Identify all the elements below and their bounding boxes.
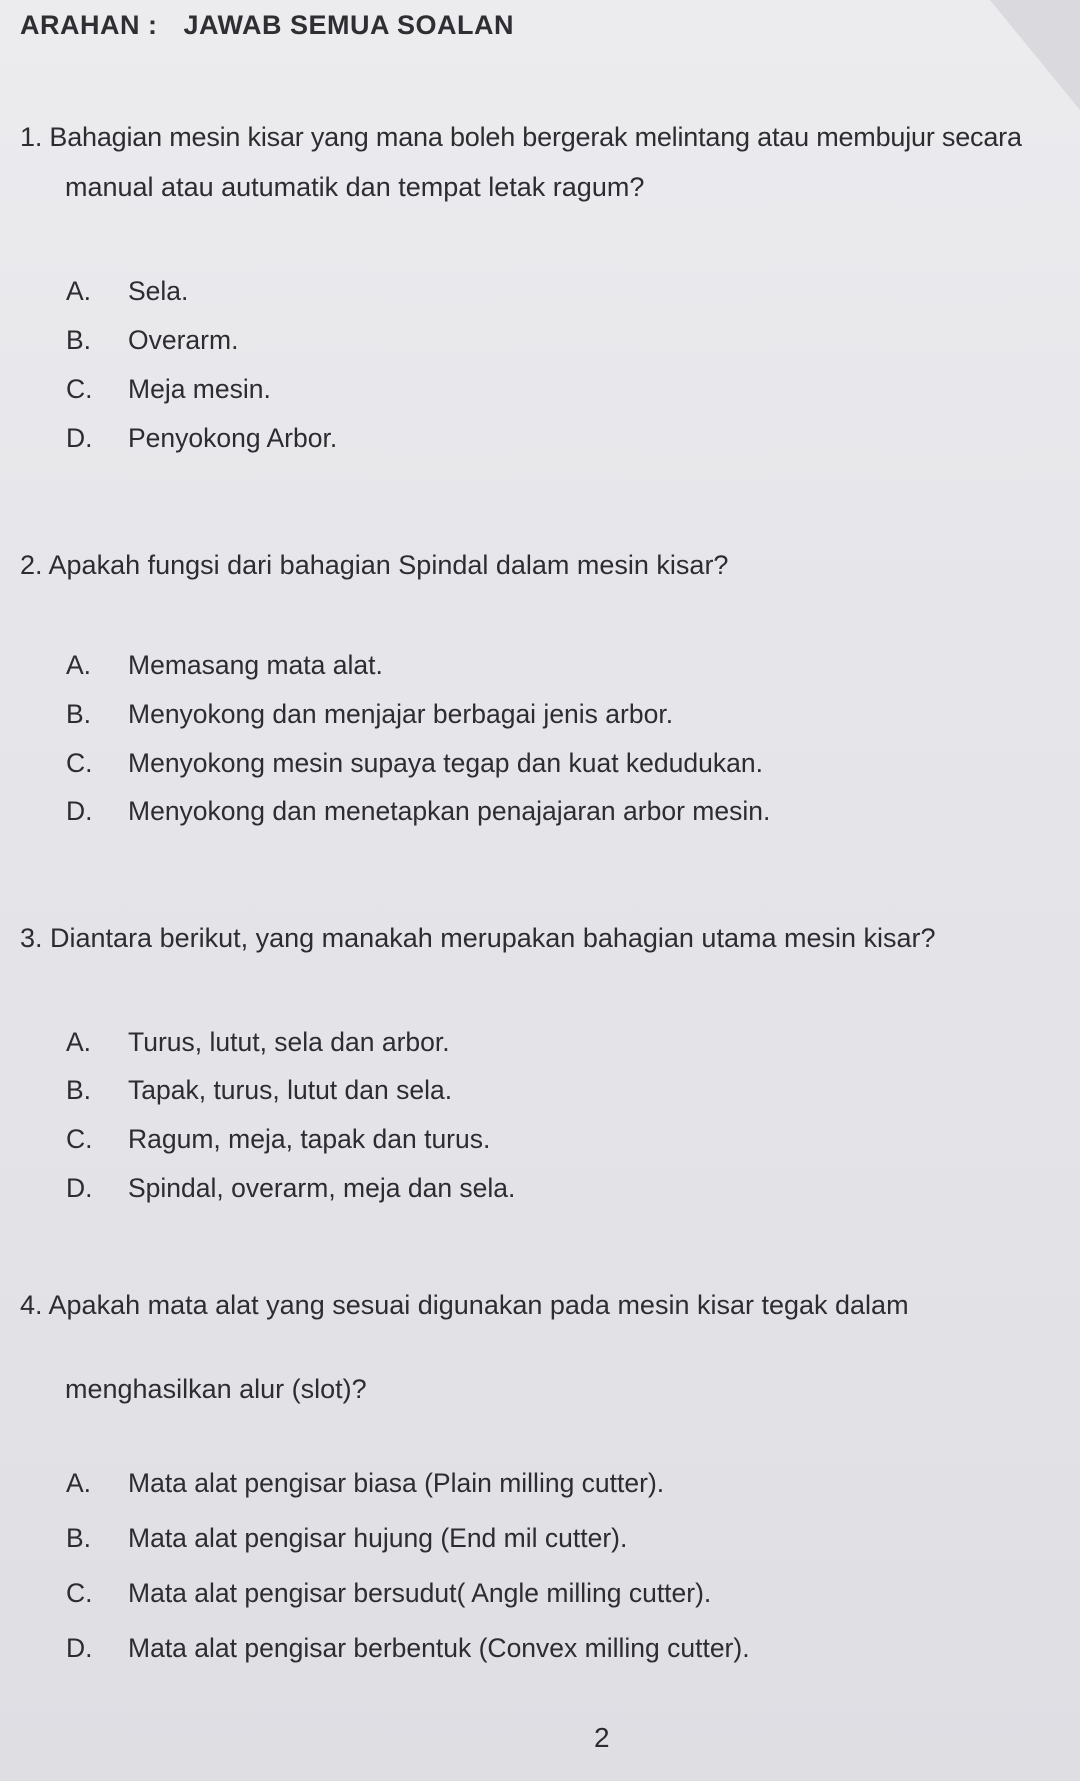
question-3-text: 3. Diantara berikut, yang manakah merupakan bahagian utama mesin kisar? [20, 923, 936, 953]
option-letter: D. [66, 1633, 93, 1663]
option-text: Memasang mata alat. [128, 650, 383, 680]
page-fold [990, 0, 1080, 110]
option-text: Spindal, overarm, meja dan sela. [128, 1173, 516, 1203]
option-letter: A. [66, 1468, 92, 1498]
option-letter: B. [66, 1523, 92, 1553]
question-4-text-line2: menghasilkan alur (slot)? [65, 1374, 367, 1404]
option-text: Meja mesin. [128, 374, 271, 404]
question-4-option-a[interactable] [66, 1468, 664, 1499]
option-text: Ragum, meja, tapak dan turus. [128, 1124, 491, 1154]
question-2-option-a[interactable] [66, 650, 383, 681]
question-4-option-c[interactable] [66, 1578, 711, 1609]
option-text: Menyokong dan menjajar berbagai jenis arbor. [128, 699, 674, 729]
option-letter: C. [66, 1578, 93, 1608]
option-text: Tapak, turus, lutut dan sela. [128, 1075, 453, 1105]
question-1-text-line2: manual atau autumatik dan tempat letak ragum? [65, 172, 645, 202]
directive-heading [20, 10, 514, 41]
option-letter: A. [66, 1027, 92, 1057]
option-text: Sela. [128, 276, 189, 306]
question-3-option-c[interactable] [66, 1124, 490, 1155]
question-3-option-a[interactable] [66, 1027, 450, 1058]
option-text: Menyokong mesin supaya tegap dan kuat kedudukan. [128, 748, 763, 778]
question-4-text-line1: 4. Apakah mata alat yang sesuai digunakan pada mesin kisar tegak dalam [20, 1290, 909, 1320]
option-letter: A. [66, 276, 92, 306]
option-letter: A. [66, 650, 92, 680]
option-letter: B. [66, 325, 92, 355]
option-letter: B. [66, 699, 92, 729]
directive-label: ARAHAN : [20, 10, 158, 40]
question-1-option-c[interactable] [66, 374, 271, 405]
option-letter: D. [66, 423, 93, 453]
option-letter: C. [66, 374, 93, 404]
question-3-option-b[interactable] [66, 1075, 452, 1106]
question-1-text-line1: 1. Bahagian mesin kisar yang mana boleh bergerak melintang atau membujur secara [20, 122, 1022, 152]
option-text: Mata alat pengisar biasa (Plain milling cutter). [128, 1468, 665, 1498]
question-1-option-b[interactable] [66, 325, 238, 356]
option-letter: D. [66, 1173, 93, 1203]
option-letter: D. [66, 796, 93, 826]
option-text: Menyokong dan menetapkan penajajaran arbor mesin. [128, 796, 771, 826]
directive-text: JAWAB SEMUA SOALAN [183, 10, 515, 40]
question-4-option-b[interactable] [66, 1523, 627, 1554]
option-text: Overarm. [128, 325, 239, 355]
question-2-text: 2. Apakah fungsi dari bahagian Spindal dalam mesin kisar? [20, 550, 729, 580]
option-letter: C. [66, 1124, 93, 1154]
option-letter: C. [66, 748, 93, 778]
question-4-option-d[interactable] [66, 1633, 750, 1664]
question-1-option-a[interactable] [66, 276, 188, 307]
question-2-option-c[interactable] [66, 748, 763, 779]
page-number: 2 [594, 1722, 610, 1753]
option-text: Mata alat pengisar berbentuk (Convex milling cutter). [128, 1633, 750, 1663]
option-text: Mata alat pengisar bersudut( Angle milling cutter). [128, 1578, 712, 1608]
question-1-option-d[interactable] [66, 423, 337, 454]
question-2-option-d[interactable] [66, 796, 770, 827]
question-3-option-d[interactable] [66, 1173, 515, 1204]
question-2-option-b[interactable] [66, 699, 673, 730]
option-text: Mata alat pengisar hujung (End mil cutter). [128, 1523, 628, 1553]
option-text: Turus, lutut, sela dan arbor. [128, 1027, 450, 1057]
option-text: Penyokong Arbor. [128, 423, 338, 453]
option-letter: B. [66, 1075, 92, 1105]
